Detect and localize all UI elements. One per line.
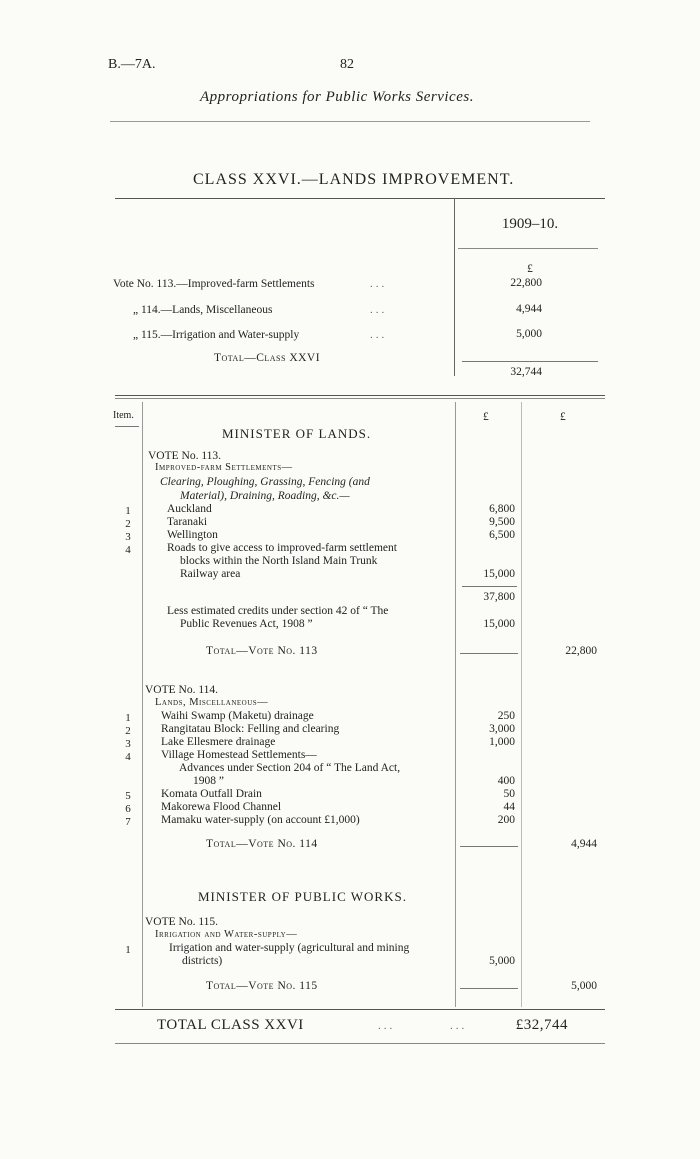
- item-amount: 9,500: [489, 516, 515, 528]
- pound-header-2: £: [560, 411, 566, 423]
- summary-amount-114: 4,944: [516, 303, 542, 315]
- vote-115-total-amount: 5,000: [571, 980, 597, 992]
- item-label-cont: districts): [182, 955, 223, 967]
- vote-114-total-label: Total—Vote No. 114: [206, 838, 318, 850]
- vote-113-subtotal: 37,800: [483, 591, 515, 603]
- total-rule: [460, 846, 518, 847]
- pound-header-1: £: [483, 411, 489, 423]
- item-number: 3: [125, 531, 131, 543]
- item-number: 1: [125, 944, 131, 956]
- fiscal-year: 1909–10.: [501, 216, 559, 232]
- leader-dots: ...: [370, 278, 388, 290]
- item-label: Auckland: [167, 503, 212, 515]
- vote-113-description-2: Material), Draining, Roading, &c.—: [180, 490, 350, 502]
- total-column-rule: [521, 402, 522, 1007]
- item-amount: 3,000: [489, 723, 515, 735]
- item-label: Komata Outfall Drain: [161, 788, 262, 800]
- item-label: Waihi Swamp (Maketu) drainage: [161, 710, 314, 722]
- class-title: CLASS XXVI.—LANDS IMPROVEMENT.: [193, 171, 515, 188]
- vote-115-total-label: Total—Vote No. 115: [206, 980, 318, 992]
- item-label: Village Homestead Settlements—: [161, 749, 317, 761]
- vote-113-total-label: Total—Vote No. 113: [206, 645, 318, 657]
- item-header-rule: [115, 426, 139, 427]
- vote-114-subheading: Lands, Miscellaneous—: [155, 697, 269, 708]
- summary-row-vote-114: „ 114.—Lands, Miscellaneous: [133, 304, 273, 316]
- leader-dots: ...: [370, 329, 388, 341]
- section-minister-of-lands: MINISTER OF LANDS.: [222, 426, 372, 441]
- item-label: Taranaki: [167, 516, 208, 528]
- vote-113-total-amount: 22,800: [565, 645, 597, 657]
- item-label-cont: Railway area: [180, 568, 241, 580]
- item-label: Wellington: [167, 529, 218, 541]
- vote-114-total-amount: 4,944: [571, 838, 597, 850]
- item-amount: 44: [503, 801, 515, 813]
- item-amount: 1,000: [489, 736, 515, 748]
- subtotal-rule: [462, 586, 517, 587]
- page-title: Appropriations for Public Works Services.: [200, 89, 474, 105]
- total-rule: [462, 361, 598, 362]
- item-amount: 6,800: [489, 503, 515, 515]
- summary-row-vote-115: „ 115.—Irrigation and Water-supply: [133, 329, 300, 341]
- item-amount: 15,000: [483, 568, 515, 580]
- item-number: 1: [125, 712, 131, 724]
- section-minister-of-public-works: MINISTER OF PUBLIC WORKS.: [198, 889, 407, 904]
- item-label: Roads to give access to improved-farm settlement: [167, 542, 397, 554]
- item-number: 4: [125, 544, 131, 556]
- item-label: Lake Ellesmere drainage: [161, 736, 276, 748]
- vote-115-subheading: Irrigation and Water-supply—: [155, 929, 298, 940]
- vote-115-heading: VOTE No. 115.: [145, 916, 219, 928]
- amount-column-rule: [455, 402, 456, 1007]
- item-label: Makorewa Flood Channel: [161, 801, 282, 813]
- item-label: Irrigation and water-supply (agricultural and mining: [169, 942, 410, 954]
- less-credits-label: Less estimated credits under section 42 of “ The: [167, 605, 389, 617]
- item-column-rule: [142, 402, 143, 1007]
- grand-total-amount: £32,744: [515, 1017, 568, 1033]
- item-amount: 400: [497, 775, 515, 787]
- item-number: 2: [125, 518, 131, 530]
- less-credits-label-2: Public Revenues Act, 1908 ”: [180, 618, 313, 630]
- vote-114-heading: VOTE No. 114.: [145, 684, 219, 696]
- divider: [110, 121, 590, 122]
- item-label: Rangitatau Block: Felling and clearing: [161, 723, 340, 735]
- total-rule: [460, 653, 518, 654]
- item-label-cont: Advances under Section 204 of “ The Land Act,: [179, 762, 401, 774]
- item-number: 4: [125, 751, 131, 763]
- item-amount: 250: [497, 710, 515, 722]
- total-rule: [460, 988, 518, 989]
- item-number: 2: [125, 725, 131, 737]
- year-rule: [458, 248, 598, 249]
- vote-113-heading: VOTE No. 113.: [148, 450, 222, 462]
- leader-dots: ...: [450, 1020, 468, 1032]
- grand-total-top-rule: [115, 1009, 605, 1010]
- item-number: 5: [125, 790, 131, 802]
- less-credits-amount: 15,000: [483, 618, 515, 630]
- leader-dots: ...: [378, 1020, 396, 1032]
- vote-113-description: Clearing, Ploughing, Grassing, Fencing (and: [160, 476, 370, 488]
- item-label: Mamaku water-supply (on account £1,000): [161, 814, 360, 826]
- item-amount: 200: [497, 814, 515, 826]
- grand-total-bottom-rule: [115, 1043, 605, 1044]
- vote-113-subheading: Improved-farm Settlements—: [155, 462, 293, 473]
- summary-amount-115: 5,000: [516, 328, 542, 340]
- summary-total-amount: 32,744: [510, 366, 542, 378]
- summary-bottom-rule: [115, 395, 605, 396]
- item-number: 1: [125, 505, 131, 517]
- item-number: 6: [125, 803, 131, 815]
- item-number: 7: [125, 816, 131, 828]
- summary-bottom-rule-2: [115, 398, 605, 399]
- item-amount: 5,000: [489, 955, 515, 967]
- item-column-header: Item.: [113, 410, 134, 421]
- summary-column-rule: [454, 198, 455, 376]
- item-number: 3: [125, 738, 131, 750]
- summary-top-rule: [115, 198, 605, 199]
- page-number: 82: [340, 57, 354, 72]
- leader-dots: ...: [370, 304, 388, 316]
- summary-amount-113: 22,800: [510, 277, 542, 289]
- summary-total-label: Total—Class XXVI: [214, 352, 321, 364]
- item-amount: 50: [503, 788, 515, 800]
- summary-row-vote-113: Vote No. 113.—Improved-farm Settlements: [113, 278, 315, 290]
- document-reference: B.—7A.: [108, 57, 156, 72]
- grand-total-label: TOTAL CLASS XXVI: [157, 1017, 304, 1033]
- currency-symbol: £: [527, 263, 533, 275]
- item-label-cont: 1908 ”: [193, 775, 224, 787]
- item-label-cont: blocks within the North Island Main Trunk: [180, 555, 378, 567]
- item-amount: 6,500: [489, 529, 515, 541]
